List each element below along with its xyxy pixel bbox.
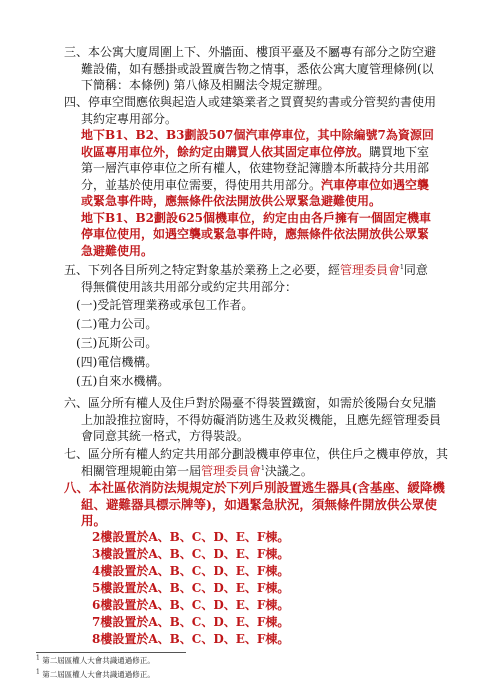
list-item: (二)電力公司。 (76, 317, 158, 331)
section-4-red-line: 或緊急事件時，應無條件依法開放供公眾緊急避難使用。 (81, 194, 382, 208)
section-7-text: 相關管理規範由第一屆 (81, 463, 202, 478)
section-3 (64, 44, 450, 94)
section-4-mixed-line (64, 177, 450, 194)
floor-item: 8樓設置於A、B、C、D、E、F棟。 (92, 632, 290, 646)
floor-item: 6樓設置於A、B、C、D、E、F棟。 (92, 598, 290, 612)
section-4-mixed-line (64, 144, 450, 161)
section-6-line: 會同意其統一格式，方得裝設。 (81, 429, 250, 443)
section-8-line: 八、本社區依消防法規規定於下列戶別設置逃生器具(含基座、緩降機 (64, 480, 445, 495)
floor-item: 7樓設置於A、B、C、D、E、F棟。 (92, 615, 290, 629)
section-4-red-line: 急避難使用。 (81, 243, 154, 258)
section-7 (64, 446, 450, 479)
list-item: (三)瓦斯公司。 (76, 336, 158, 350)
section-3-line: 下簡稱：本條例) 第八條及相關法令規定辦理。 (81, 78, 330, 92)
footnote-mark: 1 (36, 654, 40, 662)
section-3-line: 難設備，如有懸掛或設置廣告物之情事，悉依公寓大廈管理條例(以 (81, 61, 434, 76)
floor-item: 3樓設置於A、B、C、D、E、F棟。 (92, 547, 290, 561)
list-item: (四)電信機構。 (76, 355, 158, 369)
section-7-text: 決議之。 (264, 463, 313, 478)
section-4-red-text: 汽車停車位如遇空襲 (321, 177, 430, 192)
list-item: (五)自來水機構。 (76, 374, 170, 388)
section-6-line: 上加設推拉窗時，不得妨礙消防逃生及救災機能，且應先經管理委員 (81, 412, 442, 427)
footnote-text: 第二屆區權人大會共識通過修正。 (42, 670, 155, 679)
section-4-line: 其約定專用部分。 (81, 111, 178, 126)
footnote (36, 656, 155, 666)
section-5-text: 五、下列各目所列之特定對象基於業務上之必要，經 (64, 263, 341, 277)
section-4-line: 四、停車空間應依與起造人或建築業者之買賣契約書或分管契約書使用 (64, 95, 437, 109)
section-4-red-text: 收區專用車位外，餘約定由購買人依其固定車位停放。 (81, 144, 370, 159)
management-committee-text: 管理委員會 (201, 463, 262, 478)
floor-item: 4樓設置於A、B、C、D、E、F棟。 (92, 564, 290, 578)
section-4 (64, 94, 450, 259)
section-5-line: 得無償使用該共用部分或約定共用部分： (81, 279, 298, 294)
management-committee-text: 管理委員會 (340, 263, 401, 277)
section-3-line: 三、本公寓大廈周圍上下、外牆面、樓頂平臺及不屬專有部分之防空避 (64, 45, 437, 59)
footnote-ref: 1 (400, 264, 404, 271)
section-7-line (64, 463, 450, 480)
section-5-text: 同意 (403, 263, 428, 277)
list-item: (一)受託管理業務或承包工作者。 (76, 298, 254, 312)
footnote (36, 670, 155, 680)
section-4-text: 購買地下室 (369, 144, 430, 159)
footnote-ref: 1 (261, 464, 265, 472)
floor-item: 2樓設置於A、B、C、D、E、F棟。 (92, 530, 290, 544)
section-8 (64, 480, 450, 530)
section-8-line: 組、避難器具標示牌等)，如遇緊急狀況，須無條件開放供公眾使 (81, 496, 437, 512)
footnote-divider (36, 652, 186, 653)
section-7-line: 七、區分所有權人約定共用部分劃設機車停車位，供住戶之機車停放，其 (64, 447, 449, 461)
section-5-line (64, 262, 450, 279)
section-4-red-line: 停車位使用，如遇空襲或緊急事件時，應無條件依法開放供公眾緊 (81, 227, 430, 241)
section-4-red-line: 地下B1、B2、B3劃設507個汽車停車位，其中除編號7為資源回 (81, 128, 434, 142)
floor-item: 5樓設置於A、B、C、D、E、F棟。 (92, 581, 290, 595)
section-5 (64, 262, 450, 295)
section-4-red-line: 地下B1、B2劃設625個機車位，約定由由各戶擁有一個固定機車 (81, 210, 432, 225)
section-4-line: 第一層汽車停車位之所有權人，依建物登記簿謄本所載持分共用部 (81, 161, 430, 175)
section-4-text: 分，並基於使用車位需要，得使用共用部分。 (81, 177, 322, 192)
section-6-line: 六、區分所有權人及住戶對於陽臺不得裝置鐵窗，如需於後陽台女兒牆 (64, 396, 437, 410)
section-8-line: 用。 (81, 513, 107, 528)
footnote-mark: 1 (36, 668, 40, 676)
section-6 (64, 395, 450, 445)
footnote-text: 第二屆區權人大會共識通過修正。 (42, 656, 155, 665)
